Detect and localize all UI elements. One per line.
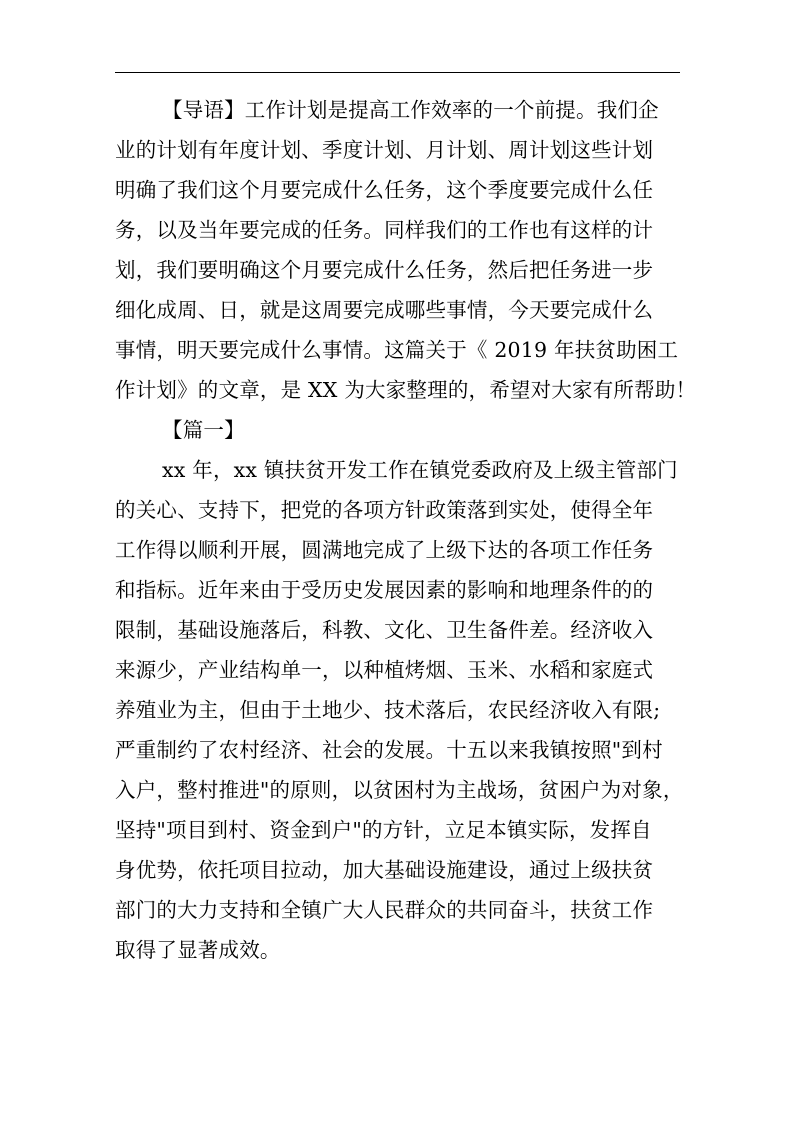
intro-line: 明确了我们这个月要完成什么任务，这个季度要完成什么任 [115,178,654,202]
body-line: 的关心、支持下，把党的各项方针政策落到实处，使得全年 [115,498,654,522]
intro-line: 事情，明天要完成什么事情。这篇关于《 2019 年扶贫助困工 [115,338,679,362]
body-line: 和指标。近年来由于受历史发展因素的影响和地理条件的的 [115,578,654,602]
section-heading: 【篇一】 [162,418,245,442]
body-line: xx 年，xx 镇扶贫开发工作在镇党委政府及上级主管部门 [162,458,678,482]
body-line: 严重制约了农村经济、社会的发展。十五以来我镇按照"到村 [115,738,663,762]
body-line: 部门的大力支持和全镇广大人民群众的共同奋斗，扶贫工作 [115,898,654,922]
body-line: 坚持"项目到村、资金到户"的方针，立足本镇实际，发挥自 [115,818,652,842]
body-line: 限制，基础设施落后，科教、文化、卫生备件差。经济收入 [115,618,654,642]
body-line: 来源少，产业结构单一，以种植烤烟、玉米、水稻和家庭式 [115,658,654,682]
body-line: 入户，整村推进"的原则，以贫困村为主战场，贫困户为对象， [115,778,684,802]
intro-line: 细化成周、日，就是这周要完成哪些事情，今天要完成什么 [115,298,654,322]
intro-line: 【导语】工作计划是提高工作效率的一个前提。我们企 [162,98,659,122]
header-rule [115,72,680,73]
body-line: 身优势，依托项目拉动，加大基础设施建设，通过上级扶贫 [115,858,654,882]
body-line: 工作得以顺利开展，圆满地完成了上级下达的各项工作任务 [115,538,654,562]
intro-line: 业的计划有年度计划、季度计划、月计划、周计划这些计划 [115,138,654,162]
body-line: 养殖业为主，但由于土地少、技术落后，农民经济收入有限; [115,698,661,722]
body-line: 取得了显著成效。 [115,938,281,962]
intro-line: 作计划》的文章，是 XX 为大家整理的，希望对大家有所帮助！ [115,378,697,402]
intro-line: 划，我们要明确这个月要完成什么任务，然后把任务进一步 [115,258,654,282]
intro-line: 务，以及当年要完成的任务。同样我们的工作也有这样的计 [115,218,654,242]
